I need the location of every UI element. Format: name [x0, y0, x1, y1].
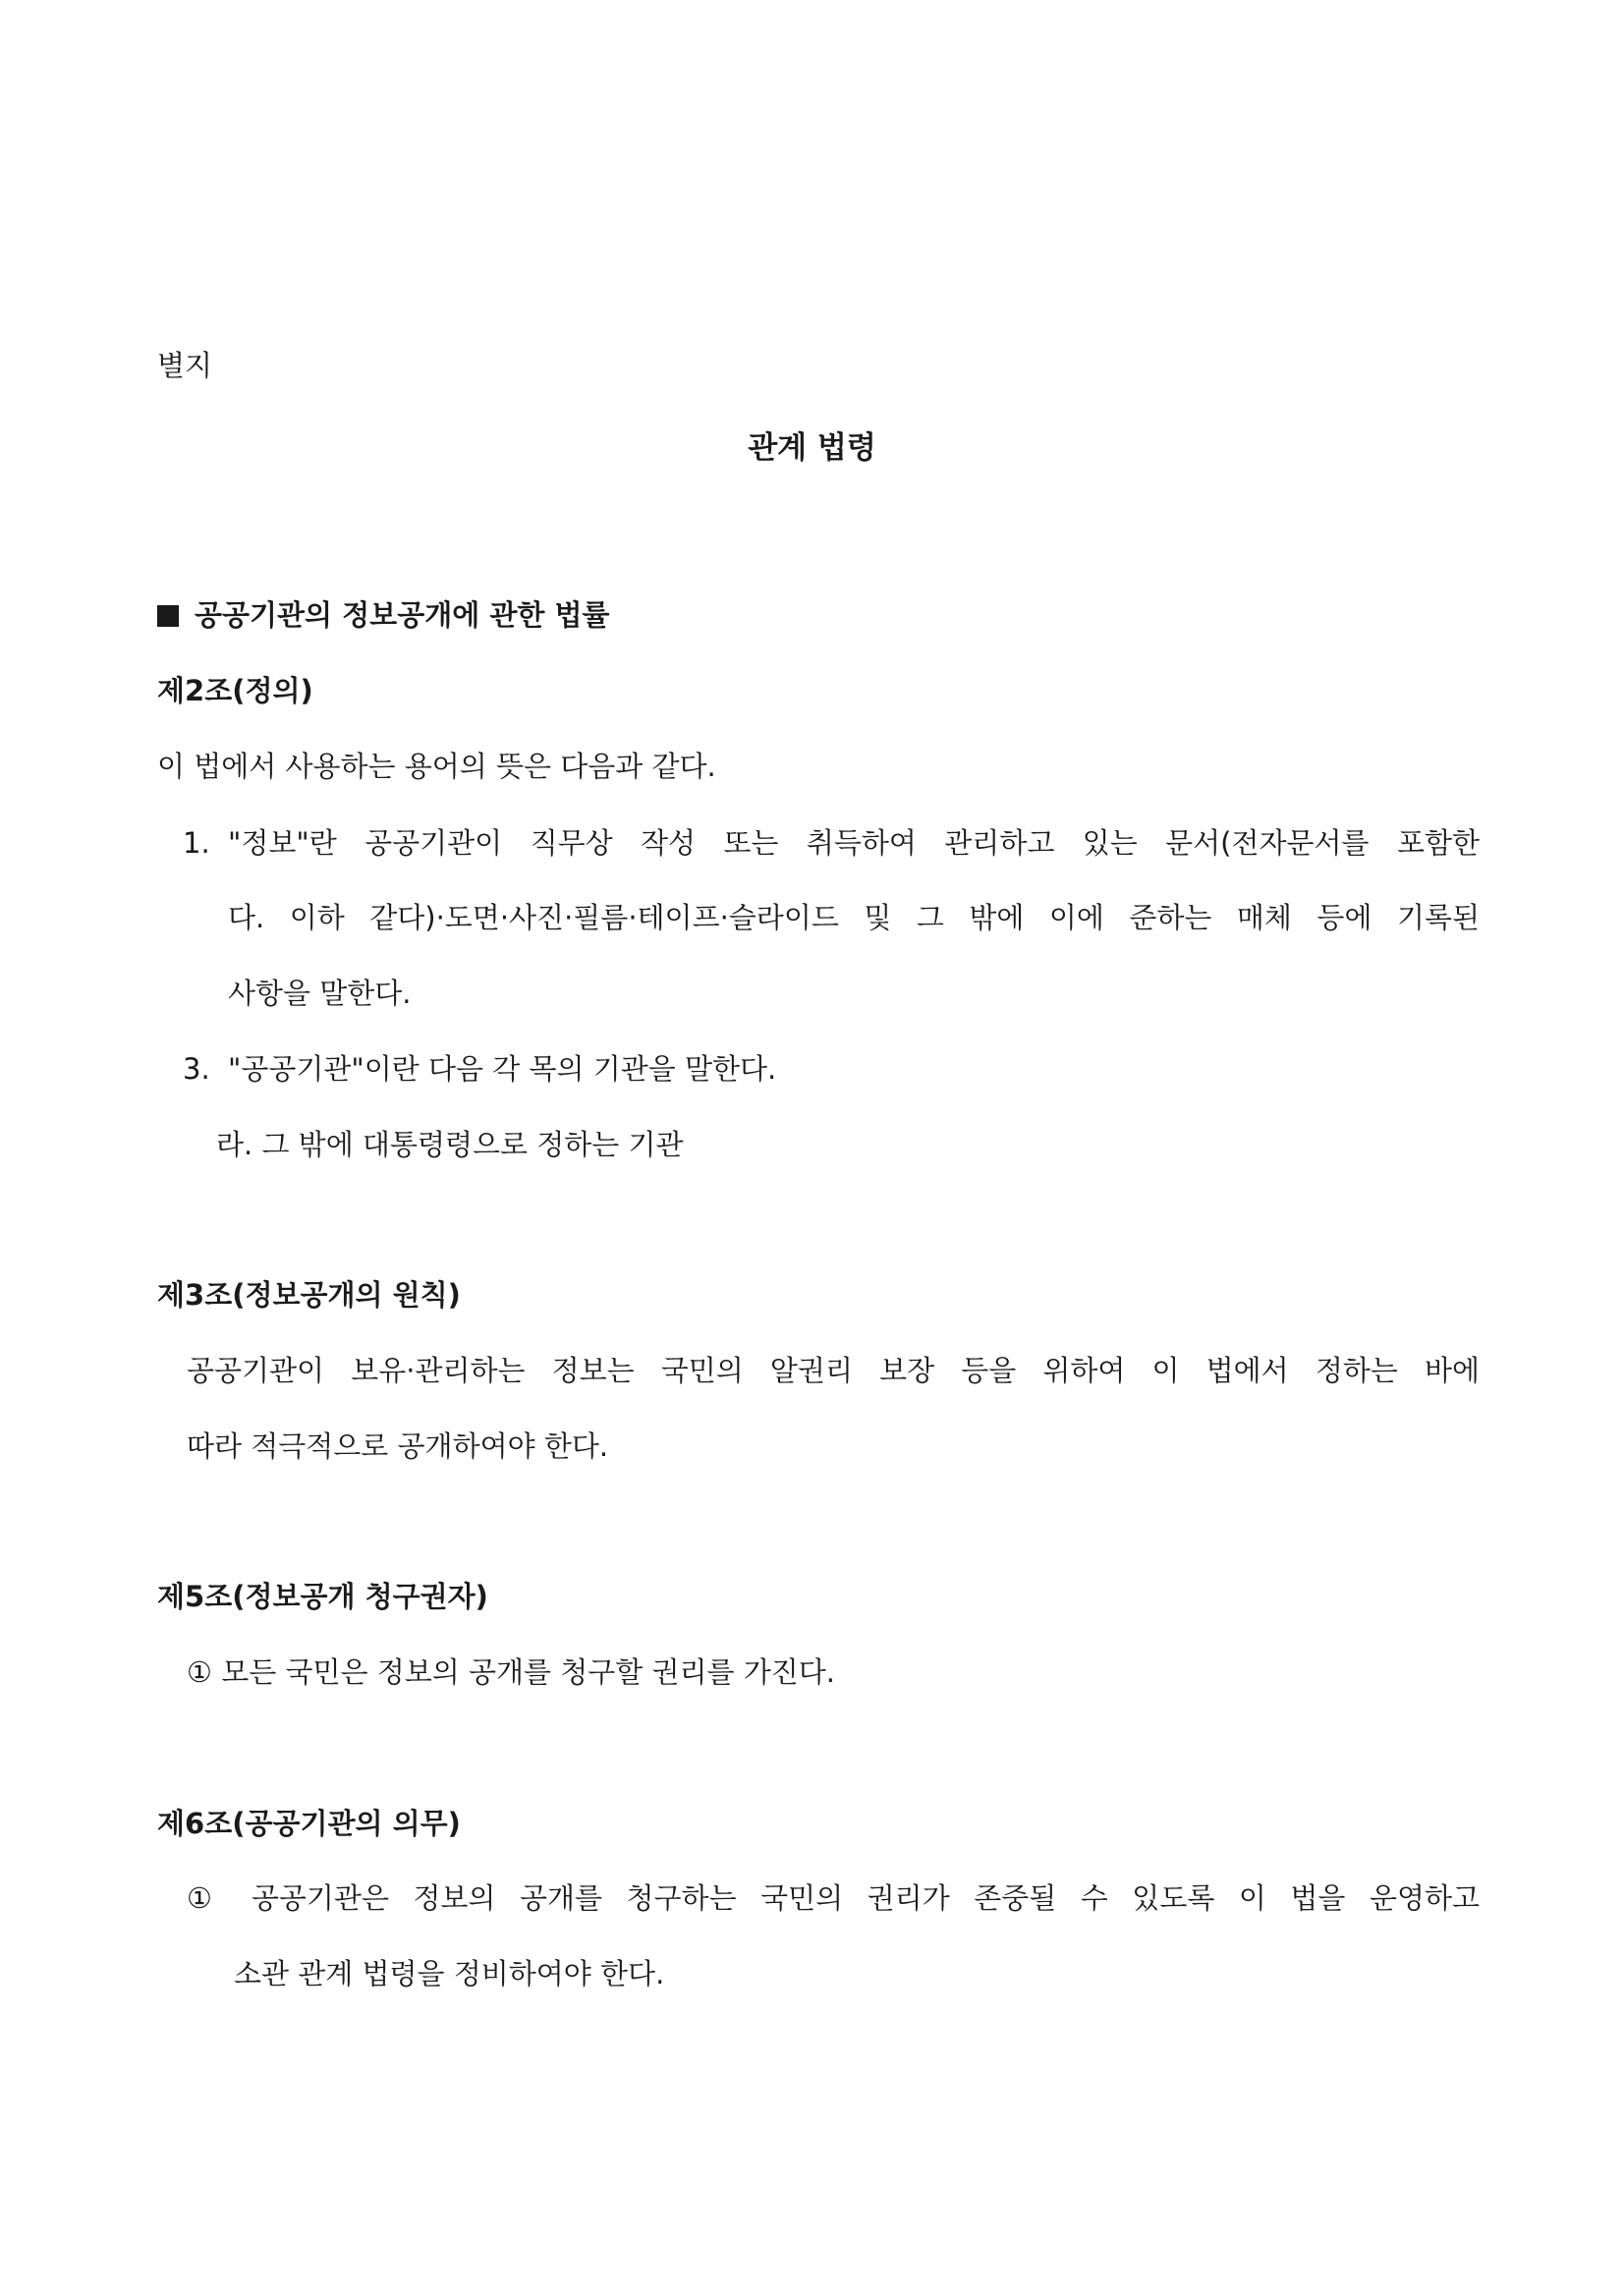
attachment-label: 별지: [157, 349, 213, 382]
article-6-clause-1-line-2: 소관 관계 법령을 정비하여야 한다.: [234, 1957, 665, 1990]
law-heading: [157, 595, 610, 635]
article-3-heading: 제3조(정보공개의 원칙): [157, 1278, 461, 1312]
article-2-item-3-text: "공공기관"이란 다음 각 목의 기관을 말한다.: [228, 1052, 777, 1086]
page-title: 관계 법령: [748, 430, 876, 466]
article-2-item-1-line-3: 사항을 말한다.: [228, 977, 412, 1010]
article-5-heading: 제5조(정보공개 청구권자): [157, 1580, 488, 1613]
article-2-item-3-number: 3.: [183, 1052, 210, 1086]
article-2-item-1-line-2: 다. 이하 같다)·도면·사진·필름·테이프·슬라이드 및 그 밖에 이에 준하는 매체 등에 기록된: [228, 901, 1480, 934]
law-name: 공공기관의 정보공개에 관한 법률: [195, 598, 610, 632]
article-2-item-3-subitem: 라. 그 밖에 대통령령으로 정하는 기관: [216, 1128, 684, 1161]
article-2-item-1-line-1: "정보"란 공공기관이 직무상 작성 또는 취득하여 관리하고 있는 문서(전자문서를 포함한: [228, 826, 1480, 860]
square-bullet-icon: [157, 605, 179, 627]
article-3-line-2: 따라 적극적으로 공개하여야 한다.: [187, 1429, 609, 1463]
article-6-clause-1-line-1: ① 공공기관은 정보의 공개를 청구하는 국민의 권리가 존중될 수 있도록 이 법을 운영하고: [187, 1881, 1480, 1915]
article-5-clause-1: ① 모든 국민은 정보의 공개를 청구할 권리를 가진다.: [187, 1655, 836, 1689]
article-2-intro: 이 법에서 사용하는 용어의 뜻은 다음과 같다.: [157, 750, 716, 783]
article-6-heading: 제6조(공공기관의 의무): [157, 1807, 461, 1840]
article-2-heading: 제2조(정의): [157, 674, 313, 707]
article-3-line-1: 공공기관이 보유·관리하는 정보는 국민의 알권리 보장 등을 위하여 이 법에서 정하는 바에: [187, 1354, 1480, 1387]
article-2-item-1-number: 1.: [183, 826, 210, 860]
